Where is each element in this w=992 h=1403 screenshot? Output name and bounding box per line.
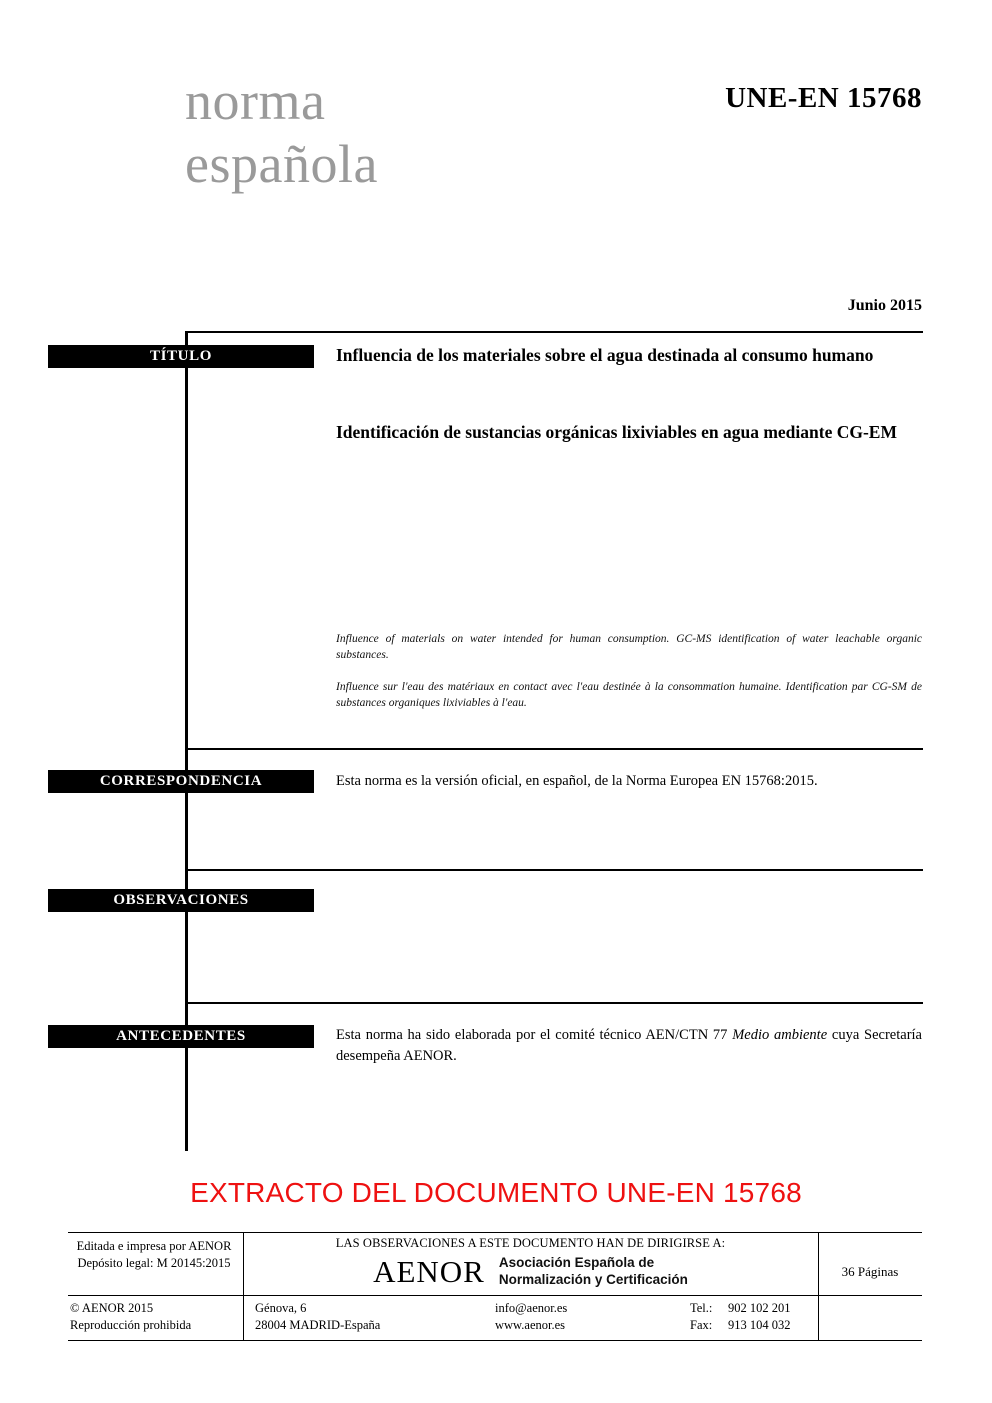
footer-editor-line-1: Editada e impresa por AENOR — [76, 1239, 232, 1253]
footer-copyright-line-2: Reproducción prohibida — [70, 1317, 192, 1332]
divider-observaciones — [185, 869, 923, 871]
extract-banner: EXTRACTO DEL DOCUMENTO UNE-EN 15768 — [190, 1177, 802, 1208]
masthead-line-2: española — [185, 133, 378, 194]
divider-correspondencia — [185, 748, 923, 750]
footer-phone-block — [690, 1300, 791, 1334]
footer-website[interactable]: www.aenor.es — [495, 1317, 566, 1332]
title-french: Influence sur l'eau des matériaux en contact avec l'eau destinée à la consommation humaine. Identification par CG-SM de substances organiques lixiviables à l'eau. — [336, 681, 922, 709]
footer-page-count: 36 Páginas — [841, 1264, 899, 1279]
footer-fax-row — [690, 1317, 791, 1334]
section-label-antecedentes: ANTECEDENTES — [48, 1025, 314, 1048]
title-main: Influencia de los materiales sobre el agua destinada al consumo humano — [336, 345, 874, 365]
section-label-titulo: TÍTULO — [48, 345, 314, 368]
section-label-correspondencia: CORRESPONDENCIA — [48, 770, 314, 793]
aenor-logo — [243, 1254, 818, 1290]
divider-antecedentes — [185, 1002, 923, 1004]
section-label-observaciones: OBSERVACIONES — [48, 889, 314, 912]
footer-tel-value: 902 102 201 — [728, 1301, 791, 1315]
antecedentes-text-part2: cuya Secretaría desempeña AENOR. — [336, 1027, 922, 1065]
antecedentes-text — [336, 1025, 922, 1067]
footer-fax-value: 913 104 032 — [728, 1317, 791, 1332]
footer-contact-web — [495, 1300, 567, 1334]
footer-address — [255, 1300, 380, 1334]
footer-copyright — [70, 1300, 242, 1334]
title-english: Influence of materials on water intended for human consumption. GC-MS identification of water leachable organic substances. — [336, 633, 922, 661]
footer-observations-notice: LAS OBSERVACIONES A ESTE DOCUMENTO HAN DE DIRIGIRSE A: — [335, 1236, 726, 1250]
footer-tel-row — [690, 1300, 791, 1317]
footer-divider-bottom — [68, 1340, 922, 1341]
footer-fax-label: Fax: — [690, 1317, 713, 1332]
footer-copyright-line-1: © AENOR 2015 — [70, 1301, 154, 1315]
aenor-tagline-line-2: Normalización y Certificación — [498, 1272, 688, 1287]
masthead — [185, 70, 645, 195]
aenor-tagline — [499, 1255, 688, 1289]
aenor-brand-text: AENOR — [373, 1254, 485, 1289]
footer-address-line-1: Génova, 6 — [255, 1301, 307, 1315]
correspondencia-text: Esta norma es la versión oficial, en español, de la Norma Europea EN 15768:2015. — [336, 773, 818, 789]
antecedentes-text-italic: Medio ambiente — [732, 1027, 828, 1043]
footer-tel-label: Tel.: — [690, 1301, 713, 1315]
footer-email[interactable]: info@aenor.es — [495, 1301, 568, 1315]
footer-editor — [68, 1238, 240, 1272]
divider-top — [185, 331, 923, 333]
document-code: UNE-EN 15768 — [725, 82, 922, 114]
footer-address-line-2: 28004 MADRID-España — [255, 1317, 381, 1332]
footer-editor-line-2: Depósito legal: M 20145:2015 — [77, 1255, 231, 1270]
footer-divider-mid — [68, 1295, 922, 1296]
footer-vertical-divider-right — [818, 1232, 819, 1340]
aenor-tagline-line-1: Asociación Española de — [498, 1255, 655, 1271]
antecedentes-text-part1: Esta norma ha sido elaborada por el comité técnico AEN/CTN 77 — [336, 1027, 733, 1043]
title-subtitle: Identificación de sustancias orgánicas lixiviables en agua mediante CG-EM — [336, 422, 897, 442]
document-date: Junio 2015 — [847, 297, 922, 314]
footer-divider-top — [68, 1232, 922, 1233]
masthead-line-1: norma — [185, 71, 326, 131]
